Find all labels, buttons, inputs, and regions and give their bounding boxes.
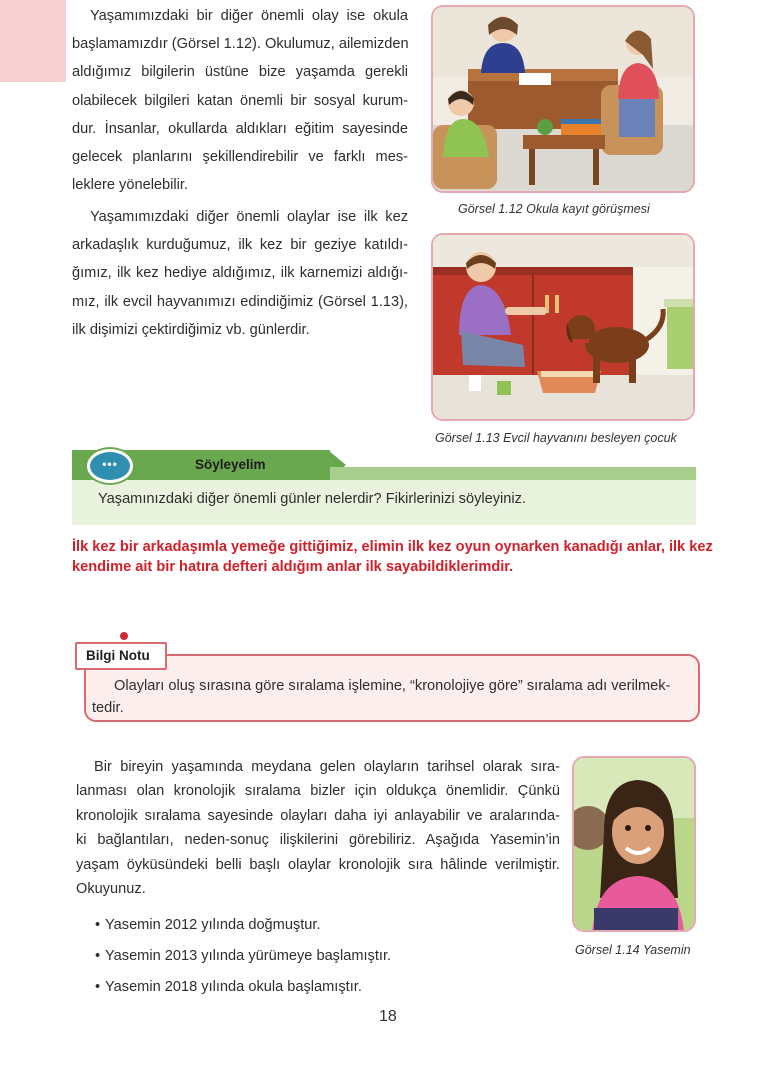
boy-feeding-pet-illustration (431, 233, 695, 421)
paragraph-school (72, 2, 408, 199)
text-line: arkadaşlık kurduğumuz, ilk kez bir geziye katıldı- (72, 237, 408, 254)
list-item: • Yasemin 2012 yılında doğmuştur. (95, 917, 321, 933)
corner-color-block (0, 0, 66, 82)
image-caption: Görsel 1.12 Okula kayıt görüşmesi (458, 202, 650, 216)
image-caption: Görsel 1.13 Evcil hayvanını besleyen çocuk (435, 431, 677, 445)
text-line: Yaşamımızdaki diğer önemli olaylar ise ilk kez (90, 209, 408, 225)
yasemin-photo (572, 756, 696, 932)
text-line: ğımız, ilk kez hediye aldığımız, ilk karnemizi aldığı- (72, 265, 408, 282)
text-line: Okuyunuz. (76, 881, 146, 898)
text-line: ilk dişimizi çektirdiğimiz vb. günlerdir. (72, 321, 310, 338)
text-line: lanması olan kronolojik sıralama bizler için oldukça önemlidir. Çünkü (76, 783, 560, 800)
text-line: olabilecek bilgileri katan önemli bir sosyal kurum- (72, 92, 408, 109)
student-answer (72, 537, 713, 577)
text-line: başlamamızdır (Görsel 1.12). Okulumuz, ailemizden (72, 36, 409, 53)
text-line: dur. İnsanlar, okullarda aldıkları eğitim sayesinde (72, 120, 408, 137)
list-item-text: Yasemin 2018 yılında okula başlamıştır. (105, 979, 362, 995)
soyleyelim-band-line (330, 467, 696, 480)
paragraph-chronology (76, 755, 560, 901)
bilgi-notu-title: Bilgi Notu (86, 648, 150, 663)
bilgi-notu-text (92, 675, 692, 719)
note-line: Olayları oluş sırasına göre sıralama işlemine, “kronolojiye göre” sıralama adı verilmek- (114, 678, 671, 694)
text-line: gelecek planlarını şekillendirebilir ve farklı mes- (72, 149, 408, 166)
answer-line: İlk kez bir arkadaşımla yemeğe gittiğimiz, elimin ilk kez oyun oynarken kanadığı anlar, ilk kez (72, 539, 713, 555)
answer-line: kendime ait bir hatıra defteri aldığım anlar ilk sayabildiklerimdir. (72, 559, 514, 575)
list-item-text: Yasemin 2013 yılında yürümeye başlamıştır. (105, 948, 392, 964)
text-line: Yaşamımızdaki bir diğer önemli olay ise okula (90, 8, 408, 24)
list-item: • Yasemin 2013 yılında yürümeye başlamıştır. (95, 948, 392, 964)
text-line: ki bağlantıları, neden-sonuç ilişkilerini görebiliriz. Aşağıda Yasemin’in (76, 832, 560, 849)
boy-feeding-pet-drawing (433, 235, 695, 421)
list-item: • Yasemin 2018 yılında okula başlamıştır. (95, 979, 362, 995)
bullet-list (95, 910, 391, 1003)
yasemin-drawing (574, 758, 696, 932)
text-line: Bir bireyin yaşamında meydana gelen olayların tarihsel olarak sıra- (94, 759, 560, 775)
paragraph-important-days (72, 203, 408, 344)
text-line: mız, ilk evcil hayvanımızı edindiğimiz (Görsel 1.13), (72, 293, 408, 310)
text-line: leklere yönelebilir. (72, 177, 189, 194)
list-item-text: Yasemin 2012 yılında doğmuştur. (105, 917, 321, 933)
school-registration-drawing (433, 7, 695, 193)
image-caption: Görsel 1.14 Yasemin (575, 943, 691, 957)
soyleyelim-title: Söyleyelim (195, 457, 266, 472)
note-line: tedir. (92, 700, 124, 716)
page-number: 18 (379, 1008, 397, 1025)
pin-icon (120, 632, 128, 640)
text-line: aldığımız bilgilerin üstüne bize yaşamda gerekli (72, 64, 408, 81)
soyleyelim-question: Yaşamınızdaki diğer önemli günler nelerdir? Fikirlerinizi söyleyiniz. (98, 491, 526, 507)
speech-bubble-icon: ••• (87, 449, 133, 483)
text-line: kronolojik sıralama sayesinde olayları daha iyi anlayabilir ve aralarında- (76, 807, 560, 824)
text-line: yaşam öyküsündeki belli başlı olaylar kronolojik sıra hâlinde verilmiştir. (76, 856, 560, 873)
school-registration-illustration (431, 5, 695, 193)
